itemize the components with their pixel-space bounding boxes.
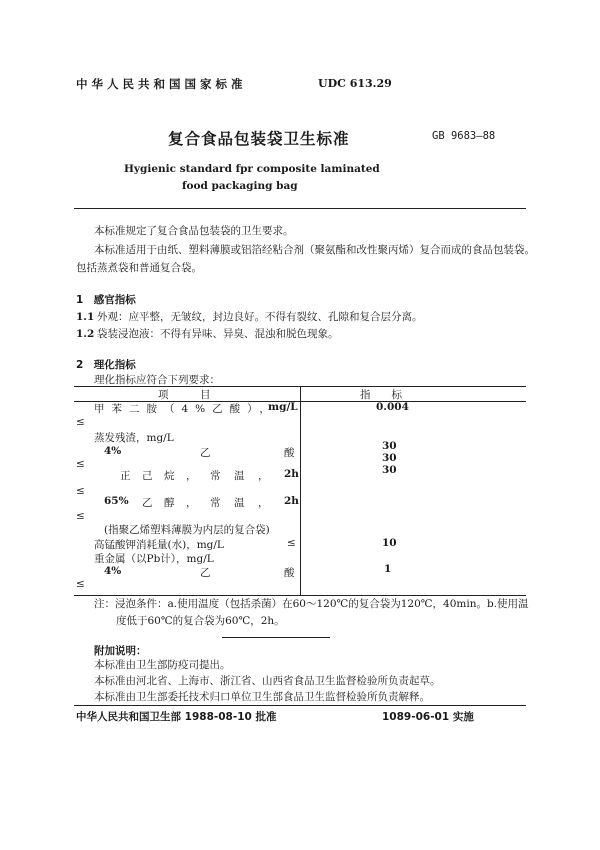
intro-paragraph-1: 本标准规定了复合食品包装袋的卫生要求。 xyxy=(94,225,294,237)
intro-paragraph-2b: 包括蒸煮袋和普通复合袋。 xyxy=(76,262,202,274)
table-cell: ， xyxy=(258,497,269,509)
effective-date: 1089-06-01 实施 xyxy=(382,711,474,723)
table-value: 30 xyxy=(382,464,397,476)
table-value: 1 xyxy=(384,563,392,575)
section1-item-1-num: 1.1 xyxy=(76,311,95,323)
table-cell: 温 xyxy=(234,497,245,509)
english-title-line1: Hygienic standard fpr composite laminated xyxy=(124,163,380,175)
table-value: 30 xyxy=(382,452,397,464)
le-symbol: ≤ xyxy=(76,485,85,497)
column-header-value: 指 标 xyxy=(360,389,402,401)
approval-statement: 中华人民共和国卫生部 1988-08-10 批准 xyxy=(76,711,277,723)
table-note-line2: 度低于60℃的复合袋为60℃，2h。 xyxy=(116,615,285,627)
table-row-heavy-metals: 重金属（以Pb计），mg/L xyxy=(94,553,214,565)
short-divider xyxy=(222,637,330,638)
section1-heading: 1 感官指标 xyxy=(76,294,136,306)
table-row-toluenediamine: 甲苯二胺（4%乙酸）， xyxy=(94,403,277,415)
footer-divider xyxy=(74,705,526,706)
intro-paragraph-2a: 本标准适用于由纸、塑料薄膜或铝箔经粘合剂（聚氨酯和改性聚丙烯）复合而成的食品包装袋。 xyxy=(94,244,535,256)
section1-item-2-num: 1.2 xyxy=(76,328,95,340)
appendix-line-2: 本标准由河北省、上海市、浙江省、山西省食品卫生监督检验所负责起草。 xyxy=(94,675,441,687)
standard-label: 中华人民共和国国家标准 xyxy=(76,77,247,91)
appendix-line-1: 本标准由卫生部防疫司提出。 xyxy=(94,659,231,671)
table-cell: 4% xyxy=(104,445,122,457)
table-row-permanganate: 高锰酸钾消耗量(水)，mg/L xyxy=(94,539,224,551)
section1-item-2-text: 袋装浸泡液：不得有异味、异臭、混浊和脱色现象。 xyxy=(97,328,339,340)
table-column-divider xyxy=(300,386,301,595)
table-row-note: (指聚乙烯塑料薄膜为内层的复合袋) xyxy=(104,524,270,536)
le-symbol: ≤ xyxy=(76,510,85,522)
table-cell: 酸 xyxy=(284,447,295,459)
table-cell: 2h xyxy=(284,468,299,480)
section2-lead: 理化指标应符合下列要求： xyxy=(94,374,220,386)
le-symbol: ≤ xyxy=(76,458,85,470)
table-cell: ， xyxy=(186,497,197,509)
table-cell: ， xyxy=(186,470,197,482)
table-cell: 2h xyxy=(284,495,299,507)
table-value: 10 xyxy=(382,537,397,549)
table-cell: 常 xyxy=(210,497,221,509)
section2-heading: 2 理化指标 xyxy=(76,359,136,371)
appendix-line-3: 本标准由卫生部委托技术归口单位卫生部食品卫生监督检验所负责解释。 xyxy=(94,691,430,703)
table-cell: 正 xyxy=(120,470,131,482)
table-cell: 乙 xyxy=(200,447,211,459)
table-cell: 己 xyxy=(142,470,153,482)
table-value: 0.004 xyxy=(376,401,409,413)
le-symbol: ≤ xyxy=(76,416,85,428)
appendix-heading: 附加说明： xyxy=(94,645,147,657)
table-cell: 常 xyxy=(210,470,221,482)
udc-code: UDC 613.29 xyxy=(318,77,392,90)
table-cell: 温 xyxy=(234,470,245,482)
le-symbol: ≤ xyxy=(76,578,85,590)
table-cell: 乙 xyxy=(142,497,153,509)
table-cell: ， xyxy=(258,470,269,482)
column-header-item: 项 目 xyxy=(158,389,211,401)
standard-code: GB 9683—88 xyxy=(432,130,496,142)
table-cell: 4% xyxy=(104,565,122,577)
english-title-line2: food packaging bag xyxy=(182,180,298,192)
section1-item-1-text: 外观：应平整，无皱纹，封边良好。不得有裂纹、孔隙和复合层分离。 xyxy=(97,311,423,323)
table-row-unit: mg/L xyxy=(268,401,298,413)
page-title: 复合食品包装袋卫生标准 xyxy=(168,130,350,148)
table-cell: 乙 xyxy=(200,567,211,579)
table-row-evaporation-residue: 蒸发残渣，mg/L xyxy=(94,432,174,444)
table-cell: 烷 xyxy=(164,470,175,482)
table-value: 30 xyxy=(382,440,397,452)
title-divider xyxy=(74,208,526,209)
table-cell: 酸 xyxy=(284,567,295,579)
table-note-line1: 注：浸泡条件：a.使用温度（包括杀菌）在60～120℃的复合袋为120℃，40min。b.使用温 xyxy=(94,598,529,610)
table-cell: 65% xyxy=(104,495,129,507)
table-cell: 醇 xyxy=(164,497,175,509)
le-symbol: ≤ xyxy=(287,537,296,549)
